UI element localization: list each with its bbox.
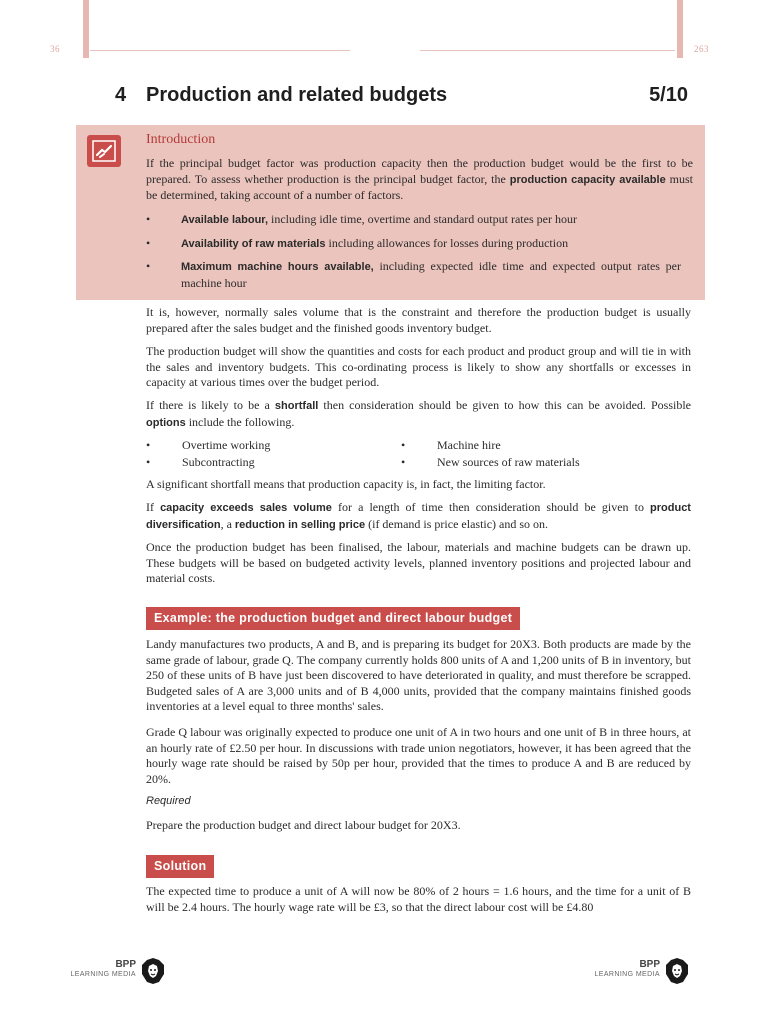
paragraph: It is, however, normally sales volume that is the constraint and therefore the production budget is usually prepared after the sales budget and the finished goods inventory budget. bbox=[146, 305, 691, 335]
chapter-title: Production and related budgets bbox=[146, 84, 448, 106]
binding-strip-right bbox=[677, 0, 683, 58]
left-page-number: 36 bbox=[50, 44, 60, 54]
paragraph: Once the production budget has been finalised, the labour, materials and machine budgets can be drawn up. These budgets will be based on budgeted activity levels, planned inventory positions and projected labour and material costs. bbox=[146, 540, 691, 586]
brand-sub: LEARNING MEDIA bbox=[594, 971, 660, 978]
paragraph: If there is likely to be a shortfall then consideration should be given to how this can be avoided. Possible options include the following. bbox=[146, 398, 692, 429]
required-label: Required bbox=[146, 795, 191, 807]
intro-bullet: • Available labour, including idle time, overtime and standard output rates per hour bbox=[146, 212, 577, 226]
footer-logo-right bbox=[596, 957, 696, 987]
intro-bullet: • Maximum machine hours available, including expected idle time and expected output rates per machine hour bbox=[146, 259, 681, 290]
lion-logo-icon bbox=[140, 957, 166, 985]
intro-bullet: • Availability of raw materials including allowances for losses during production bbox=[146, 236, 569, 250]
brand-name: BPP bbox=[639, 959, 660, 970]
example-heading: Example: the production budget and direct labour budget bbox=[146, 607, 520, 630]
solution-paragraph: The expected time to produce a unit of A will now be 80% of 2 hours = 1.6 hours, and the time for a unit of B will be 2.4 hours. The hourly wage rate will be £3, so that the direct labour cost will be £4.80 bbox=[146, 884, 691, 914]
introduction-heading: Introduction bbox=[146, 132, 216, 147]
brand-sub: LEARNING MEDIA bbox=[70, 971, 136, 978]
handshake-icon bbox=[87, 135, 121, 167]
chapter-number: 4 bbox=[115, 84, 127, 106]
paragraph: A significant shortfall means that production capacity is, in fact, the limiting factor. bbox=[146, 477, 546, 491]
example-paragraph: Landy manufactures two products, A and B, and is preparing its budget for 20X3. Both products are made by the same grade of labour, grade Q. The company currently holds 800 units of A and 1,200 units of B in inventory, but 250 of these units of B have just been discovered to have deteriorated in quality, and must therefore be scrapped. Budgeted sales of A are 3,000 units and of B 4,000 units, provided that the company maintains finished goods inventories at a level equal to three months' sales. bbox=[146, 637, 691, 714]
right-page-number: 263 bbox=[694, 44, 709, 54]
paragraph: If capacity exceeds sales volume for a length of time then consideration should be given to product diversification, a reduction in selling price (if demand is price elastic) and so on. bbox=[146, 500, 691, 531]
introduction-box bbox=[76, 125, 705, 300]
introduction-text: If the principal budget factor was production capacity then the production budget would be the first to be prepared. To assess whether production is the principal budget factor, the production capacity available must be determined, taking account of a number of factors. bbox=[146, 156, 693, 202]
solution-heading: Solution bbox=[146, 855, 214, 878]
brand-name: BPP bbox=[115, 959, 136, 970]
strip-rule-right bbox=[420, 50, 675, 51]
lion-logo-icon bbox=[664, 957, 690, 985]
chapter-marks: 5/10 bbox=[649, 84, 688, 106]
binding-strip-left bbox=[83, 0, 89, 58]
strip-rule-left bbox=[90, 50, 350, 51]
paragraph: The production budget will show the quantities and costs for each product and product group and will tie in with the sales and inventory budgets. This co-ordinating process is likely to show any shortfalls or excesses in capacity at various times over the budget period. bbox=[146, 344, 691, 390]
footer-logo-left bbox=[72, 957, 172, 987]
example-task: Prepare the production budget and direct labour budget for 20X3. bbox=[146, 818, 461, 832]
example-paragraph: Grade Q labour was originally expected to produce one unit of A in two hours and one unit of B in three hours, at an hourly rate of £2.50 per hour. In discussions with trade union negotiators, however, it has been agreed that the hourly wage rate should be raised by 50p per hour, provided that the times to produce A and B are reduced by 20%. bbox=[146, 725, 691, 786]
